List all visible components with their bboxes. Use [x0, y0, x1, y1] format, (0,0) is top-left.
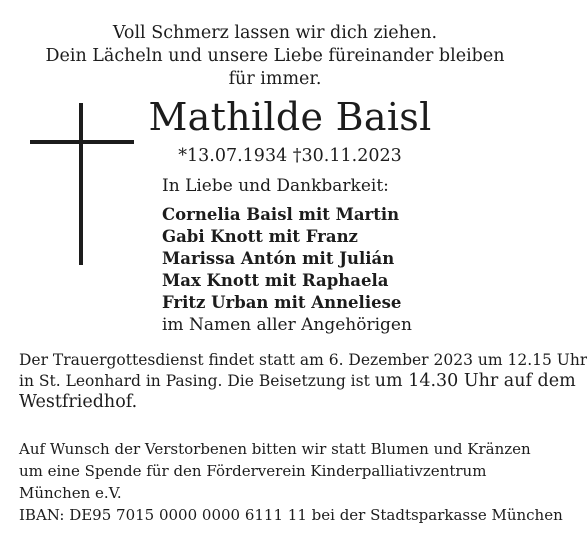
- donation-request: [19, 438, 563, 526]
- service-line-3: Westfriedhof.: [19, 392, 138, 412]
- donation-line-3: München e.V.: [19, 484, 122, 502]
- verse-line-1: Voll Schmerz lassen wir dich ziehen.: [112, 23, 438, 43]
- family-member: Fritz Urban mit Anneliese: [162, 293, 402, 312]
- service-line-2: [19, 371, 576, 392]
- service-line-2-start: in St. Leonhard in Pasing. Die Beisetzung ist: [19, 372, 375, 390]
- service-information: [19, 350, 587, 413]
- burial-time: um 14.30 Uhr auf dem: [374, 371, 576, 391]
- family-member: Max Knott mit Raphaela: [162, 271, 389, 290]
- iban-line: IBAN: DE95 7015 0000 0000 6111 11 bei der Stadtsparkasse München: [19, 506, 563, 524]
- family-intro: In Liebe und Dankbarkeit:: [162, 176, 389, 196]
- life-dates: *13.07.1934 †30.11.2023: [178, 146, 402, 166]
- family-member: Marissa Antón mit Julián: [162, 249, 395, 268]
- deceased-name: Mathilde Baisl: [148, 95, 432, 139]
- family-signatures: [162, 175, 492, 336]
- family-member: Cornelia Baisl mit Martin: [162, 205, 400, 224]
- donation-line-1: Auf Wunsch der Verstorbenen bitten wir statt Blumen und Kränzen: [19, 440, 531, 458]
- family-member: Gabi Knott mit Franz: [162, 227, 358, 246]
- donation-line-2: um eine Spende für den Förderverein Kinderpalliativzentrum: [19, 462, 487, 480]
- family-closing: im Namen aller Angehörigen: [162, 315, 412, 335]
- verse-line-2: Dein Lächeln und unsere Liebe füreinander bleiben: [45, 46, 505, 66]
- memorial-verse: [0, 22, 550, 91]
- verse-line-3: für immer.: [228, 69, 322, 89]
- service-line-1: Der Trauergottesdienst findet statt am 6. Dezember 2023 um 12.15 Uhr: [19, 351, 587, 369]
